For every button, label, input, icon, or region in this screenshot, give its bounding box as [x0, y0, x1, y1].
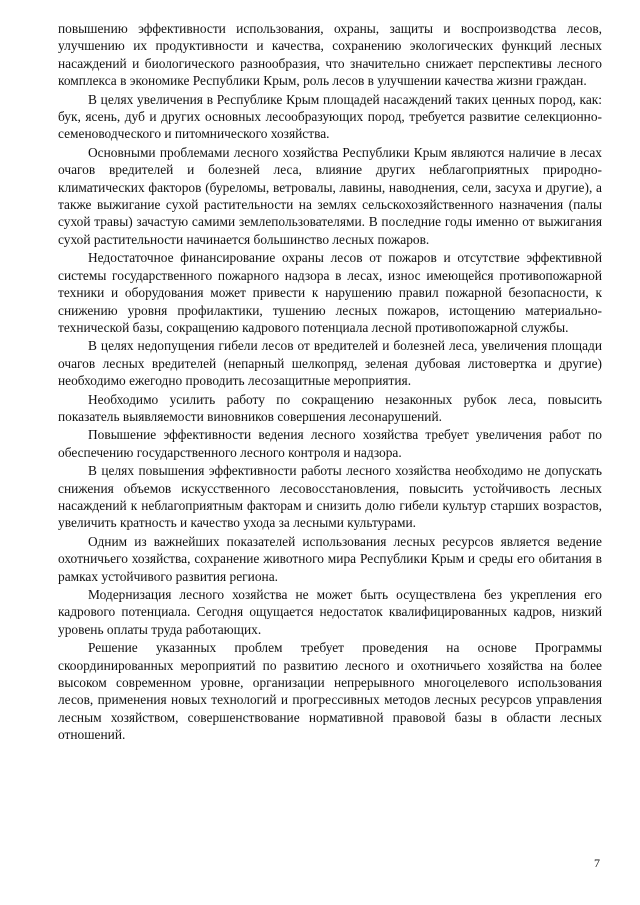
paragraph: В целях повышения эффективности работы лесного хозяйства необходимо не допускать снижения объемов искусственного лесовосстановления, повысить устойчивость лесных насаждений к неблагоприятным факторам и снизить долю гибели культур старших возрастов, увеличить кратность и качество ухода за лесными культурами.	[58, 463, 602, 531]
paragraph: В целях увеличения в Республике Крым площадей насаждений таких ценных пород, как: бук, ясень, дуб и других основных лесообразующих пород, требуется развитие селекционно-семеноводческого и питомнического хозяйства.	[58, 91, 602, 142]
paragraph: Повышение эффективности ведения лесного хозяйства требует увеличения работ по обеспечению государственного лесного контроля и надзора.	[58, 427, 602, 460]
paragraph: Основными проблемами лесного хозяйства Республики Крым являются наличие в лесах очагов вредителей и болезней леса, влияние других неблагоприятных природно-климатических факторов (буреломы, ветровалы, лавины, наводнения, сели, засуха и другие), а также выжигание сухой растительности на землях сельскохозяйственного назначения (палы сухой травы) зачастую самими землепользователями. В последние годы именно от выжигания сухой растительности начинается большинство лесных пожаров.	[58, 144, 602, 247]
paragraph: Одним из важнейших показателей использования лесных ресурсов является ведение охотничьего хозяйства, сохранение животного мира Республики Крым и среды его обитания в рамках устойчивого развития региона.	[58, 533, 602, 584]
paragraph: Необходимо усилить работу по сокращению незаконных рубок леса, повысить показатель выявляемости виновников совершения лесонарушений.	[58, 391, 602, 424]
paragraph: Недостаточное финансирование охраны лесов от пожаров и отсутствие эффективной системы государственного пожарного надзора в лесах, износ имеющейся противопожарной техники и оборудования может привести к нарушению правил пожарной безопасности, к снижению уровня профилактики, тушению лесных пожаров, истощению материально-технической базы, сокращению кадрового потенциала лесной противопожарной службы.	[58, 250, 602, 335]
paragraph: Модернизация лесного хозяйства не может быть осуществлена без укрепления его кадрового потенциала. Сегодня ощущается недостаток квалифицированных кадров, низкий уровень оплаты труда работающих.	[58, 587, 602, 637]
page-number: 7	[594, 856, 600, 870]
paragraph: Решение указанных проблем требует проведения на основе Программы скоординированных мероприятий по развитию лесного и охотничьего хозяйства на более высоком современном уровне, организации непрерывного многоцелевого использования лесов, применения новых технологий и прогрессивных методов лесных ресурсов управления лесным хозяйством, совершенствование нормативной правовой базы в области лесных отношений.	[58, 640, 602, 743]
body-text	[58, 20, 602, 745]
paragraph-continuation: повышению эффективности использования, охраны, защиты и воспроизводства лесов, улучшению их продуктивности и качества, сохранению экологических функций лесных насаждений и биологического разнообразия, что значительно снижает перспективы лесного комплекса в экономике Республики Крым, роль лесов в улучшении качества жизни граждан.	[58, 21, 602, 89]
paragraph: В целях недопущения гибели лесов от вредителей и болезней леса, увеличения площади очагов лесных вредителей (непарный шелкопряд, зеленая дубовая листовертка и другие) необходимо ежегодно проводить лесозащитные мероприятия.	[58, 338, 602, 389]
